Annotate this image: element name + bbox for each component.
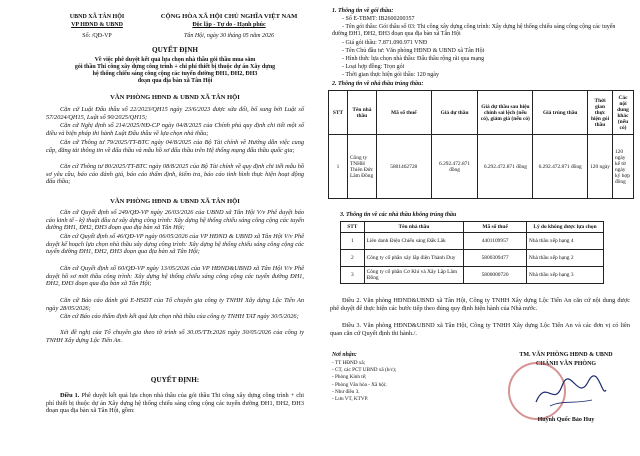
subject-line-1: Về việc phê duyệt kết quả lựa chọn nhà thầu gói thầu mua sắm [94, 57, 256, 63]
cell-bid-price: 6.292.472.871 đồng [431, 135, 478, 199]
motto-line: Độc lập - Tự do - Hạnh phúc [192, 22, 266, 28]
doc-title: QUYẾT ĐỊNH [152, 46, 198, 54]
th-contractor: Tên nhà thầu [347, 91, 376, 135]
cell-stt: 3 [341, 267, 365, 284]
recipients-title: Nơi nhận: [332, 352, 357, 358]
cell-tax-code: 5801462728 [376, 135, 431, 199]
preamble-5: Căn cứ Quyết định số 249/QĐ-VP ngày 26/03/2026 của UBND xã Tân Hội V/v Phê duyệt báo cáo kinh tế - kỹ thuật đầu tư xây dựng công trình: Xây dựng hệ thống chiếu sáng công cộng các tuyến đường ĐH1, ĐH2, ĐH3 đoạn qua địa bàn xã Tân Hội; [46, 209, 304, 232]
table-row [341, 250, 604, 267]
winner-table-header [329, 91, 634, 135]
recipient-item: - Phòng Kinh tế; [332, 374, 367, 381]
preamble-7: Căn cứ Quyết định số 60/QĐ-VP ngày 13/05/2026 của VP HĐND&UBND xã Tân Hội V/v Phê duyệt hồ sơ mời thầu công trình: Xây dựng hệ thống chiếu sáng công cộng các tuyến đường ĐH1, ĐH2, ĐH3 đoạn qua địa bàn xã Tân Hội; [46, 265, 304, 288]
preamble-6: Căn cứ Quyết định số 46/QĐ-VP ngày 06/05/2026 của VP HĐND & UBND xã Tân Hội V/v Phê duyệt kế hoạch lựa chọn nhà thầu xây dựng công trình: Xây dựng hệ thống chiếu sáng công cộng các tuyến đường ĐH1, ĐH2, ĐH3 đoạn qua địa bàn xã Tân Hội; [46, 233, 304, 256]
recipient-item: - Lưu VT, KTVP. [332, 396, 369, 403]
tbmt-line: - Số E-TBMT: IB2600200357 [342, 16, 415, 22]
signer-role: CHÁNH VĂN PHÒNG [535, 361, 597, 367]
table-row [341, 233, 604, 250]
cell-reason: Nhà thầu xếp hạng 2 [526, 250, 603, 267]
preamble-9: Căn cứ Báo cáo thẩm định kết quả lựa chọn nhà thầu của công ty TNHH TAT ngày 30/5/2026; [60, 313, 299, 320]
cell-stt: 1 [341, 233, 365, 250]
cell-duration: 120 ngày [588, 135, 613, 199]
section-1-title: 1. Thông tin về gói thầu: [332, 8, 394, 14]
preamble-3: Căn cứ Thông tư 79/2025/TT-BTC ngày 04/8/2025 của Bộ Tài chính về Hướng dẫn việc cung cấp, đăng tải thông tin về đấu thầu và mẫu hồ sơ đấu thầu trên Hệ thống mạng đấu thầu quốc gia; [46, 139, 304, 154]
left-page [0, 0, 318, 456]
preamble-1: Căn cứ Luật Đấu thầu số 22/2023/QH15 ngày 23/6/2023 được sửa đổi, bổ sung bởi Luật số 57/2024/QH15, Luật số 90/2025/QH15; [46, 106, 304, 121]
org-line1: UBND XÃ TÂN HỘI [69, 14, 125, 20]
th2-contractor: Tên nhà thầu [364, 222, 464, 233]
th-winning-price: Giá trúng thầu [533, 91, 588, 135]
cell-tax-code: 5800000720 [464, 267, 527, 284]
nation-line: CỘNG HÒA XÃ HỘI CHỦ NGHĨA VIỆT NAM [160, 13, 298, 20]
recipient-item: - Phòng Văn hóa - Xã hội; [332, 381, 387, 388]
doc-date: Tân Hội, ngày 30 tháng 05 năm 2026 [184, 33, 274, 39]
losers-table [340, 221, 604, 284]
cell-winning-price: 6.292.472.871 đồng [533, 135, 588, 199]
contract-type-line: - Loại hợp đồng: Trọn gói [342, 64, 405, 70]
cell-adjusted-price: 6.292.472.871 đồng [478, 135, 533, 199]
selection-method-line: - Hình thức lựa chọn nhà thầu: Đấu thầu rộng rãi qua mạng [342, 56, 485, 62]
cell-stt: 1 [329, 135, 348, 199]
preamble-2: Căn cứ Nghị định số 214/2025/NĐ-CP ngày 04/8/2025 của Chính phủ quy định chi tiết một số điều và biện pháp thi hành Luật Đấu thầu về lựa chọn nhà thầu; [46, 122, 304, 137]
article-1-text: Phê duyệt kết quả lựa chọn nhà thầu của gói thầu Thi công xây dựng công trình + chi phí thiết bị thuộc dự án Xây dựng hệ thống chiếu sáng công cộng các tuyến đường ĐH1, ĐH2, ĐH3 đoạn qua địa bàn xã Tân Hội, gồm: [46, 392, 304, 415]
th-duration: Thời gian thực hiện gói thầu [588, 91, 613, 135]
subject-line-3: hệ thống chiếu sáng công cộng các tuyến đường ĐH1, ĐH2, ĐH3 [92, 71, 258, 77]
cell-contractor: Liên danh Điện Chiếu sáng Đắk Lắk [364, 233, 464, 250]
cell-contractor: Công ty cổ phần xây lắp điện Thành Duy [364, 250, 464, 267]
cell-contractor: Công ty TNHH Thiên Đức Lâm Đồng [347, 135, 376, 199]
authority-line: VĂN PHÒNG HĐND & UBND XÃ TÂN HỘI [110, 94, 240, 101]
recipient-item: - Như điều 3. [332, 388, 360, 395]
th-bid-price: Giá dự thầu [431, 91, 478, 135]
preamble-4: Căn cứ Thông tư 80/2025/TT-BTC ngày 08/8/2025 của Bộ Tài chính về quy định chi tiết mẫu hồ sơ yêu cầu, báo cáo đánh giá, báo cáo thẩm định, kiểm tra, báo cáo tình hình thực hiện hoạt động đấu thầu; [46, 163, 304, 186]
th-other: Các nội dung khác (nếu có) [612, 91, 633, 135]
cell-other: 120 ngày kể từ ngày ký hợp đồng [612, 135, 633, 199]
section-3-title: 3. Thông tin về các nhà thầu không trúng thầu [340, 212, 457, 218]
article-1-label: Điều 1. [60, 392, 80, 399]
cell-stt: 2 [341, 250, 365, 267]
th-tax-code: Mã số thuế [376, 91, 431, 135]
article-1 [46, 392, 304, 415]
recipient-item: - CT, các PCT UBND xã (b/c); [332, 367, 397, 374]
package-name-line: - Tên gói thầu: Gói thầu số 03: Thi công xây dựng công trình: Xây dựng hệ thống chiếu sáng công cộng các tuyến đường ĐH1, ĐH2, ĐH3 đoạn qua địa bàn xã Tân Hội [332, 24, 616, 38]
duration-line: - Thời gian thực hiện gói thầu: 120 ngày [342, 72, 439, 78]
signer-org: TM. VĂN PHÒNG HĐND & UBND [519, 352, 613, 358]
th2-reason: Lý do không được lựa chọn [526, 222, 603, 233]
signature-mark [532, 372, 610, 412]
recipient-item: - TT HĐND xã; [332, 360, 366, 366]
cell-reason: Nhà thầu xếp hạng 4 [526, 233, 603, 250]
recipients-list [332, 360, 396, 403]
losers-table-header [341, 222, 604, 233]
subject-line-4: đoạn qua địa bàn xã Tân Hội [137, 78, 213, 84]
right-page [318, 0, 640, 456]
th-adjusted-price: Giá dự thầu sau hiệu chỉnh sai lệch (nếu có), giảm giá (nếu có) [478, 91, 533, 135]
th2-stt: STT [341, 222, 365, 233]
cell-tax-code: 5800309477 [464, 250, 527, 267]
th2-tax-code: Mã số thuế [464, 222, 527, 233]
preamble-8: Căn cứ Báo cáo đánh giá E-HSDT của Tổ chuyên gia công ty TNHH Xây dựng Lộc Tiến An ngày 28/05/2026; [46, 297, 304, 312]
cell-reason: Nhà thầu xếp hạng 3 [526, 267, 603, 284]
cell-contractor: Công ty cổ phần Cơ Khí và Xây Lắp Lâm Đồng [364, 267, 464, 284]
investor-line: - Tên Chủ đầu tư: Văn phòng HĐND & UBND xã Tân Hội [342, 48, 485, 54]
table-row [329, 135, 634, 199]
article-2: Điều 2. Văn phòng HĐND&UBND xã Tân Hội, Công ty TNHH Xây dựng Lộc Tiến An căn cứ nội dung được phê duyệt để thực hiện các bước tiếp theo đúng quy định hiện hành của Nhà nước. [330, 297, 630, 312]
section-2-title: 2. Thông tin về nhà thầu trúng thầu: [332, 81, 424, 87]
doc-number: Số: /QĐ-VP [82, 33, 112, 39]
authority-line-2: VĂN PHÒNG HĐND & UBND XÃ TÂN HỘI [110, 198, 240, 205]
signer-name: Huỳnh Quốc Bảo Huy [537, 417, 595, 423]
subject-line-2: gói thầu Thi công xây dựng công trình + chi phí thiết bị thuộc dự án Xây dựng [74, 64, 276, 70]
article-3: Điều 3. Văn phòng HĐND&UBND xã Tân Hội, Công ty TNHH Xây dựng Lộc Tiến An và các đơn vị có liên quan căn cứ Quyết định thi hành./. [330, 322, 630, 337]
table-row [341, 267, 604, 284]
decides-heading: QUYẾT ĐỊNH: [150, 376, 200, 384]
cell-tax-code: 4401109957 [464, 233, 527, 250]
preamble-10: Xét đề nghị của Tổ chuyên gia theo tờ trình số 30.05/TTr.2026 ngày 30/05/2026 của công ty TNHH Xây dựng Lộc Tiến An. [46, 329, 304, 344]
package-price-line: - Giá gói thầu: 7.871.090.971 VNĐ [342, 40, 428, 46]
winner-table [328, 90, 634, 199]
org-line2: VP HĐND & UBND [71, 22, 123, 28]
th-stt: STT [329, 91, 348, 135]
